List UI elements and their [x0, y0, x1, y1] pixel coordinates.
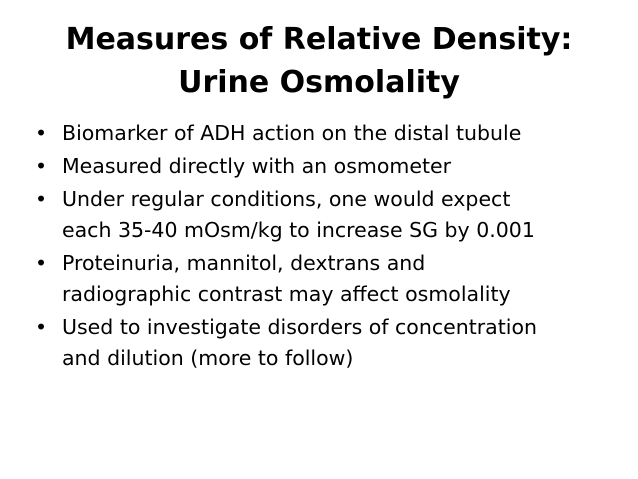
bullet-item-osmometer	[35, 151, 630, 182]
bullet-text: Measured directly with an osmometer	[62, 154, 452, 178]
bullet-item-sg-relation	[35, 184, 630, 246]
slide-title	[40, 18, 598, 104]
bullet-text-line-1: Used to investigate disorders of concentration	[62, 315, 538, 339]
bullet-item-adh-biomarker	[35, 118, 630, 149]
bullet-icon: •	[35, 121, 48, 145]
bullet-item-interferents	[35, 248, 630, 310]
slide-title-line-1: Measures of Relative Density:	[65, 22, 573, 57]
bullet-icon: •	[35, 154, 48, 178]
bullet-icon: •	[35, 315, 48, 339]
slide-title-line-2: Urine Osmolality	[178, 65, 460, 100]
bullet-text-line-2: each 35-40 mOsm/kg to increase SG by 0.001	[62, 218, 535, 242]
bullet-text-line-2: radiographic contrast may affect osmolality	[62, 282, 511, 306]
bullet-text: Biomarker of ADH action on the distal tubule	[62, 121, 522, 145]
bullet-text-line-2: and dilution (more to follow)	[62, 346, 354, 370]
bullet-text-line-1: Proteinuria, mannitol, dextrans and	[62, 251, 426, 275]
bullet-item-disorders	[35, 312, 630, 374]
bullet-text-line-1: Under regular conditions, one would expect	[62, 187, 511, 211]
bullet-icon: •	[35, 251, 48, 275]
bullet-list	[35, 118, 630, 376]
bullet-icon: •	[35, 187, 48, 211]
